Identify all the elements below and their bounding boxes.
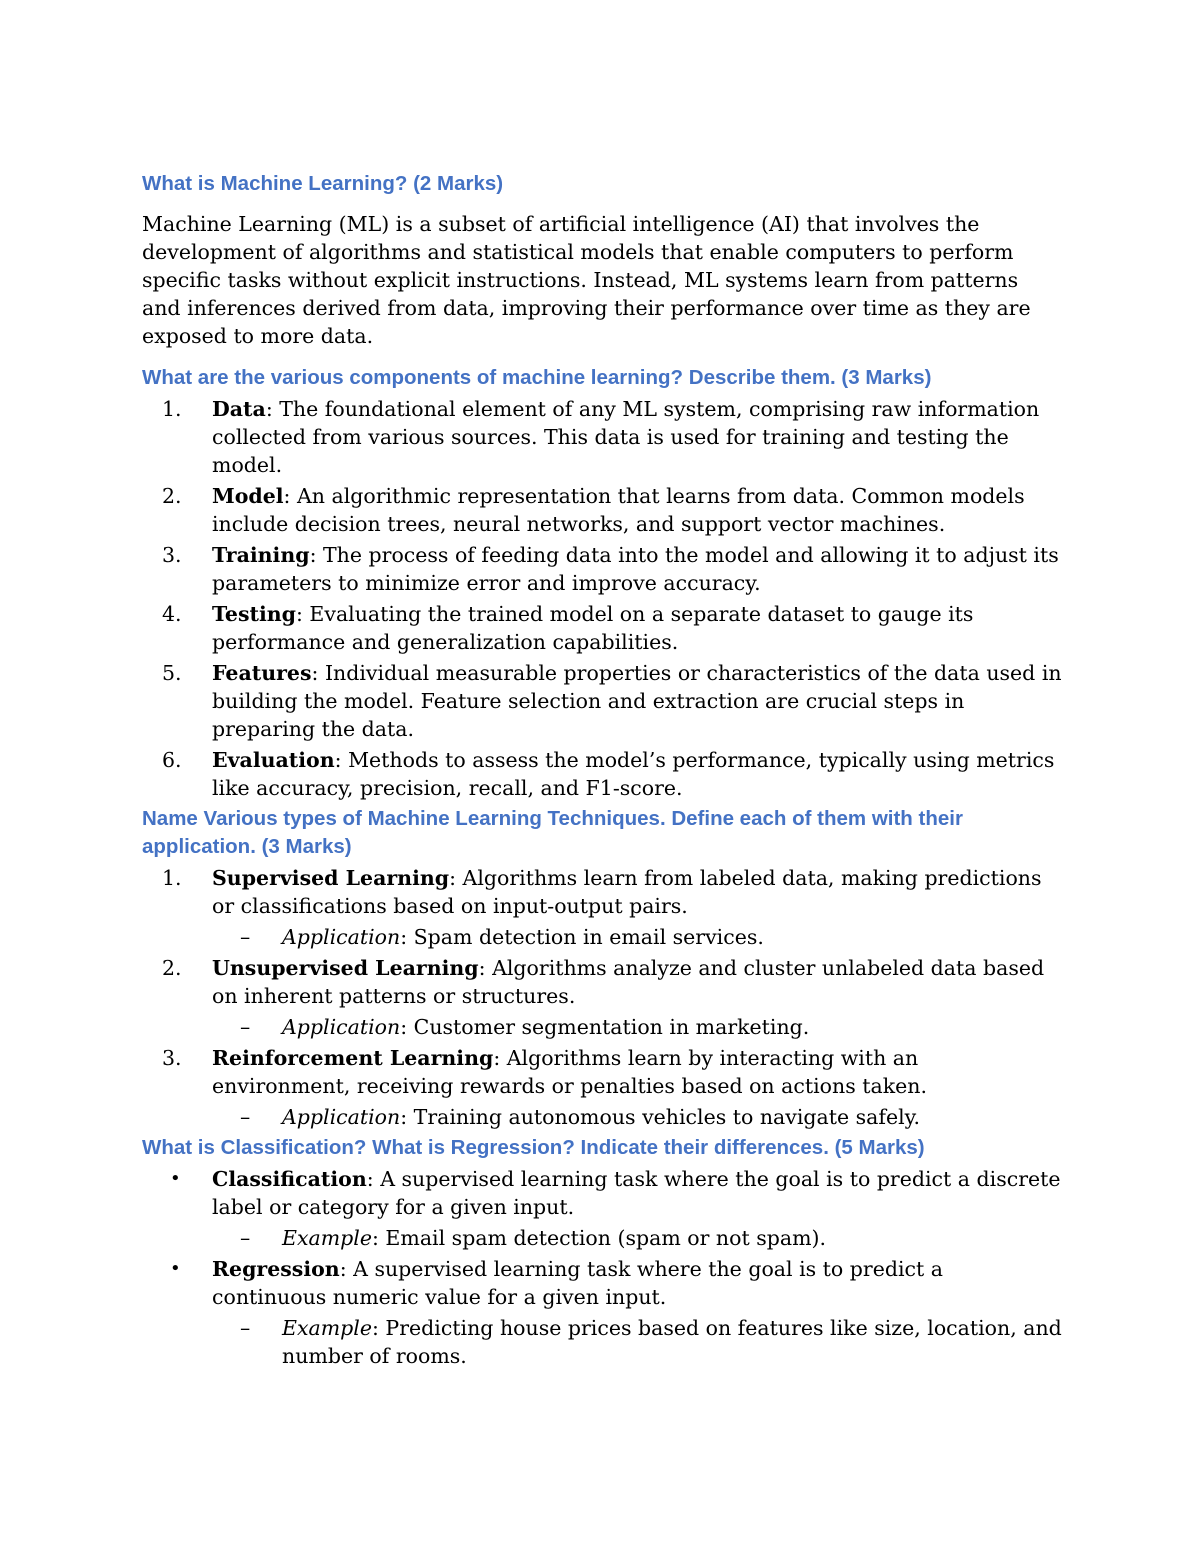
sub-label: Example [282, 1226, 372, 1250]
item-text: : Algorithms learn from labeled data, making predictions or classifications based on input-output pairs. [212, 866, 1042, 918]
list-item [142, 746, 1062, 802]
item-text: : Individual measurable properties or characteristics of the data used in building the model. Feature selection and extraction are crucial steps in preparing the data. [212, 661, 1062, 741]
list-number: 5. [162, 661, 182, 685]
item-term: Reinforcement Learning [212, 1046, 494, 1070]
item-text: : Algorithms learn by interacting with an environment, receiving rewards or penalties based on actions taken. [212, 1046, 927, 1098]
dash-marker: – [240, 925, 251, 949]
list-item [142, 395, 1062, 479]
document-content [142, 162, 1062, 1373]
list-item [142, 1044, 1062, 1100]
list-item [142, 482, 1062, 538]
item-term: Features [212, 661, 312, 685]
list-number: 1. [162, 397, 182, 421]
sub-list-item [142, 1314, 1062, 1370]
list-item [142, 864, 1062, 920]
sub-list-item [142, 923, 1062, 951]
dash-marker: – [240, 1226, 251, 1250]
item-term: Unsupervised Learning [212, 956, 479, 980]
item-term: Testing [212, 602, 296, 626]
list-number: 4. [162, 602, 182, 626]
section-1-body: Machine Learning (ML) is a subset of artificial intelligence (AI) that involves the development of algorithms and statistical models that enable computers to perform specific tasks without explicit instructions. Instead, ML systems learn from patterns and inferences derived from data, improving their performance over time as they are exposed to more data. [142, 212, 1031, 348]
techniques-list [142, 864, 1062, 1131]
sub-label: Example [282, 1316, 372, 1340]
item-text: : The foundational element of any ML system, comprising raw information collected from various sources. This data is used for training and testing the model. [212, 397, 1040, 477]
sub-label: Application [282, 1015, 401, 1039]
list-item [142, 659, 1062, 743]
item-term: Regression [212, 1257, 340, 1281]
item-term: Training [212, 543, 310, 567]
list-number: 3. [162, 543, 182, 567]
components-list [142, 395, 1062, 802]
item-term: Data [212, 397, 266, 421]
bullet-marker: • [170, 1258, 181, 1279]
item-text: : Algorithms analyze and cluster unlabeled data based on inherent patterns or structures. [212, 956, 1045, 1008]
dash-marker: – [240, 1316, 251, 1340]
list-number: 6. [162, 748, 182, 772]
sub-list-item [142, 1103, 1062, 1131]
item-text: : Methods to assess the model’s performance, typically using metrics like accuracy, precision, recall, and F1-score. [212, 748, 1055, 800]
section-4-heading: What is Classification? What is Regression? Indicate their differences. (5 Marks) [142, 1136, 925, 1159]
sub-text: : Customer segmentation in marketing. [400, 1015, 810, 1039]
list-number: 3. [162, 1046, 182, 1070]
item-term: Classification [212, 1167, 367, 1191]
sub-text: : Predicting house prices based on features like size, location, and number of rooms. [282, 1316, 1062, 1368]
section-3-heading: Name Various types of Machine Learning Techniques. Define each of them with their application. (3 Marks) [142, 807, 963, 858]
item-text: : An algorithmic representation that learns from data. Common models include decision trees, neural networks, and support vector machines. [212, 484, 1025, 536]
list-number: 2. [162, 484, 182, 508]
item-term: Model [212, 484, 284, 508]
sub-text: : Spam detection in email services. [400, 925, 764, 949]
sub-list-item [142, 1224, 1062, 1252]
section-1-heading: What is Machine Learning? (2 Marks) [142, 172, 504, 195]
sub-text: : Training autonomous vehicles to navigate safely. [400, 1105, 921, 1129]
item-text: : A supervised learning task where the goal is to predict a continuous numeric value for a given input. [212, 1257, 943, 1309]
bullet-marker: • [170, 1168, 181, 1189]
list-item [142, 541, 1062, 597]
sub-text: : Email spam detection (spam or not spam). [372, 1226, 827, 1250]
list-item [142, 954, 1062, 1010]
list-item [142, 1165, 1062, 1221]
list-item [142, 600, 1062, 656]
dash-marker: – [240, 1105, 251, 1129]
list-number: 2. [162, 956, 182, 980]
item-term: Evaluation [212, 748, 335, 772]
list-item [142, 1255, 1062, 1311]
sub-label: Application [282, 1105, 401, 1129]
classification-regression-list [142, 1165, 1062, 1370]
list-number: 1. [162, 866, 182, 890]
sub-list-item [142, 1013, 1062, 1041]
item-term: Supervised Learning [212, 866, 450, 890]
dash-marker: – [240, 1015, 251, 1039]
sub-label: Application [282, 925, 401, 949]
item-text: : Evaluating the trained model on a separate dataset to gauge its performance and generalization capabilities. [212, 602, 974, 654]
item-text: : The process of feeding data into the model and allowing it to adjust its parameters to minimize error and improve accuracy. [212, 543, 1059, 595]
section-2-heading: What are the various components of machine learning? Describe them. (3 Marks) [142, 366, 932, 389]
item-text: : A supervised learning task where the goal is to predict a discrete label or category for a given input. [212, 1167, 1061, 1219]
